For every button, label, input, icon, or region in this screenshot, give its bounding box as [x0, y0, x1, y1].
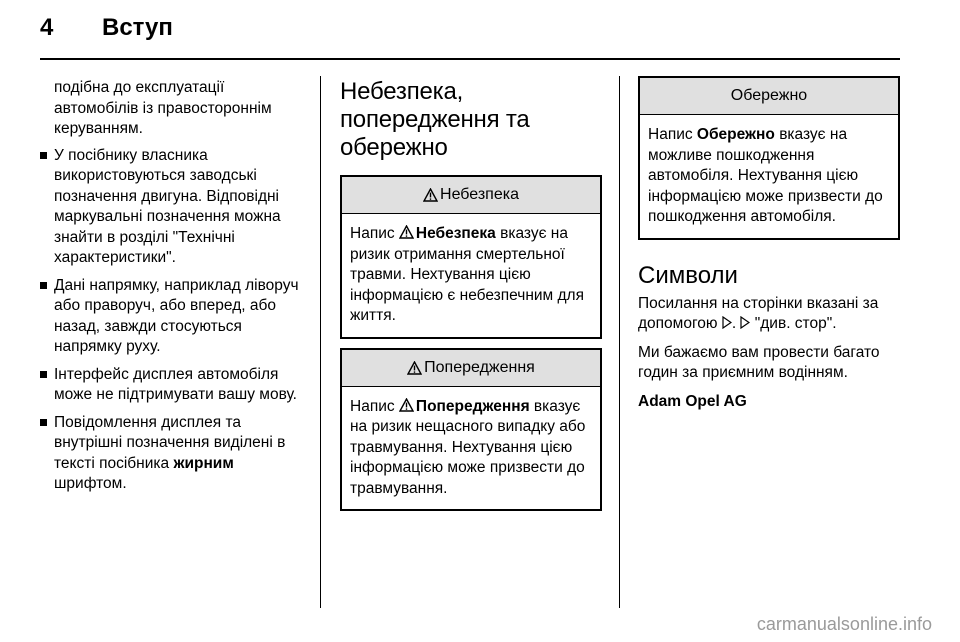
caution-text: вказує на можливе пошкодження автомобіля. Нехтування цією інформацією може призвести до пошкодження автомобіля.: [648, 126, 883, 225]
warning-text: Напис: [350, 397, 399, 415]
warning-box-header: [342, 350, 600, 387]
page-title: Вступ: [102, 14, 173, 41]
page-reference-arrow-icon: [740, 316, 750, 329]
section-heading: Небезпека, попередження та обережно: [340, 78, 530, 161]
list-item-text: Повідомлення дисплея та внутрішні позначення виділені в тексті посібника: [54, 413, 286, 472]
column-1: [40, 78, 302, 502]
company-name: [638, 392, 900, 413]
danger-box: [340, 175, 602, 339]
list-item: Інтерфейс дисплея автомобіля може не підтримувати вашу мову.: [40, 365, 302, 406]
continuation-text: подібна до експлуатації автомобілів із правостороннім керуванням.: [54, 79, 272, 137]
caution-term: Обережно: [696, 126, 775, 143]
danger-text: Напис: [350, 225, 399, 242]
page-number: 4: [40, 14, 54, 41]
warning-triangle-icon: [399, 225, 414, 239]
header-rule: [40, 58, 900, 60]
column-3: [638, 76, 900, 420]
warning-box: [340, 348, 602, 512]
watermark: carmanualsonline.info: [756, 614, 932, 634]
danger-text: вказує на ризик отримання смертельної травми. Нехтування цією інформацією є небезпечним для життя.: [350, 225, 584, 324]
list-item: Дані напрямку, наприклад ліворуч або праворуч, або вперед, або назад, завжди стосуються напрямку руху.: [40, 276, 302, 358]
symbols-paragraph: [638, 294, 900, 335]
caution-box-title: Обережно: [730, 86, 808, 104]
bullet-list: [40, 146, 302, 495]
danger-box-title: Небезпека: [440, 186, 519, 203]
list-item: У посібнику власника використовуються заводські позначення двигуна. Відповідні маркувальні позначення можна знайти в розділі "Технічні характеристики".: [40, 146, 302, 269]
list-item: [40, 413, 302, 495]
page-header: [40, 14, 173, 42]
column-divider-right: [619, 76, 620, 608]
warning-box-title: Попередження: [424, 358, 535, 376]
page-reference-arrow-icon: [722, 316, 732, 329]
list-item-text: шрифтом.: [54, 475, 127, 492]
symbols-text: Посилання на сторінки вказані за допомогою: [638, 294, 879, 332]
caution-box-header: [640, 78, 898, 115]
warning-text: вказує на ризик нещасного випадку або травмування. Нехтування цією інформацією може призвести до травмування.: [350, 397, 586, 497]
symbols-text: "див. стор".: [750, 315, 837, 332]
warning-triangle-icon: [399, 398, 414, 412]
warning-triangle-icon: [407, 361, 422, 375]
bold-term: жирним: [173, 454, 234, 472]
symbols-text: .: [731, 315, 741, 332]
caution-box-body: [640, 115, 898, 238]
column-divider-left: [320, 76, 321, 608]
warning-triangle-icon: [423, 188, 438, 202]
wish-paragraph: Ми бажаємо вам провести багато годин за приємним водінням.: [638, 343, 880, 381]
warning-box-body: [342, 387, 600, 510]
company-name-text: Adam Opel AG: [638, 392, 747, 410]
symbols-heading: Символи: [638, 261, 738, 289]
warning-term: Попередження: [415, 397, 530, 415]
danger-box-header: [342, 177, 600, 214]
caution-text: Напис: [648, 126, 697, 143]
danger-term: Небезпека: [415, 225, 496, 242]
caution-box: [638, 76, 900, 240]
danger-box-body: [342, 214, 600, 337]
column-2: [340, 78, 602, 520]
